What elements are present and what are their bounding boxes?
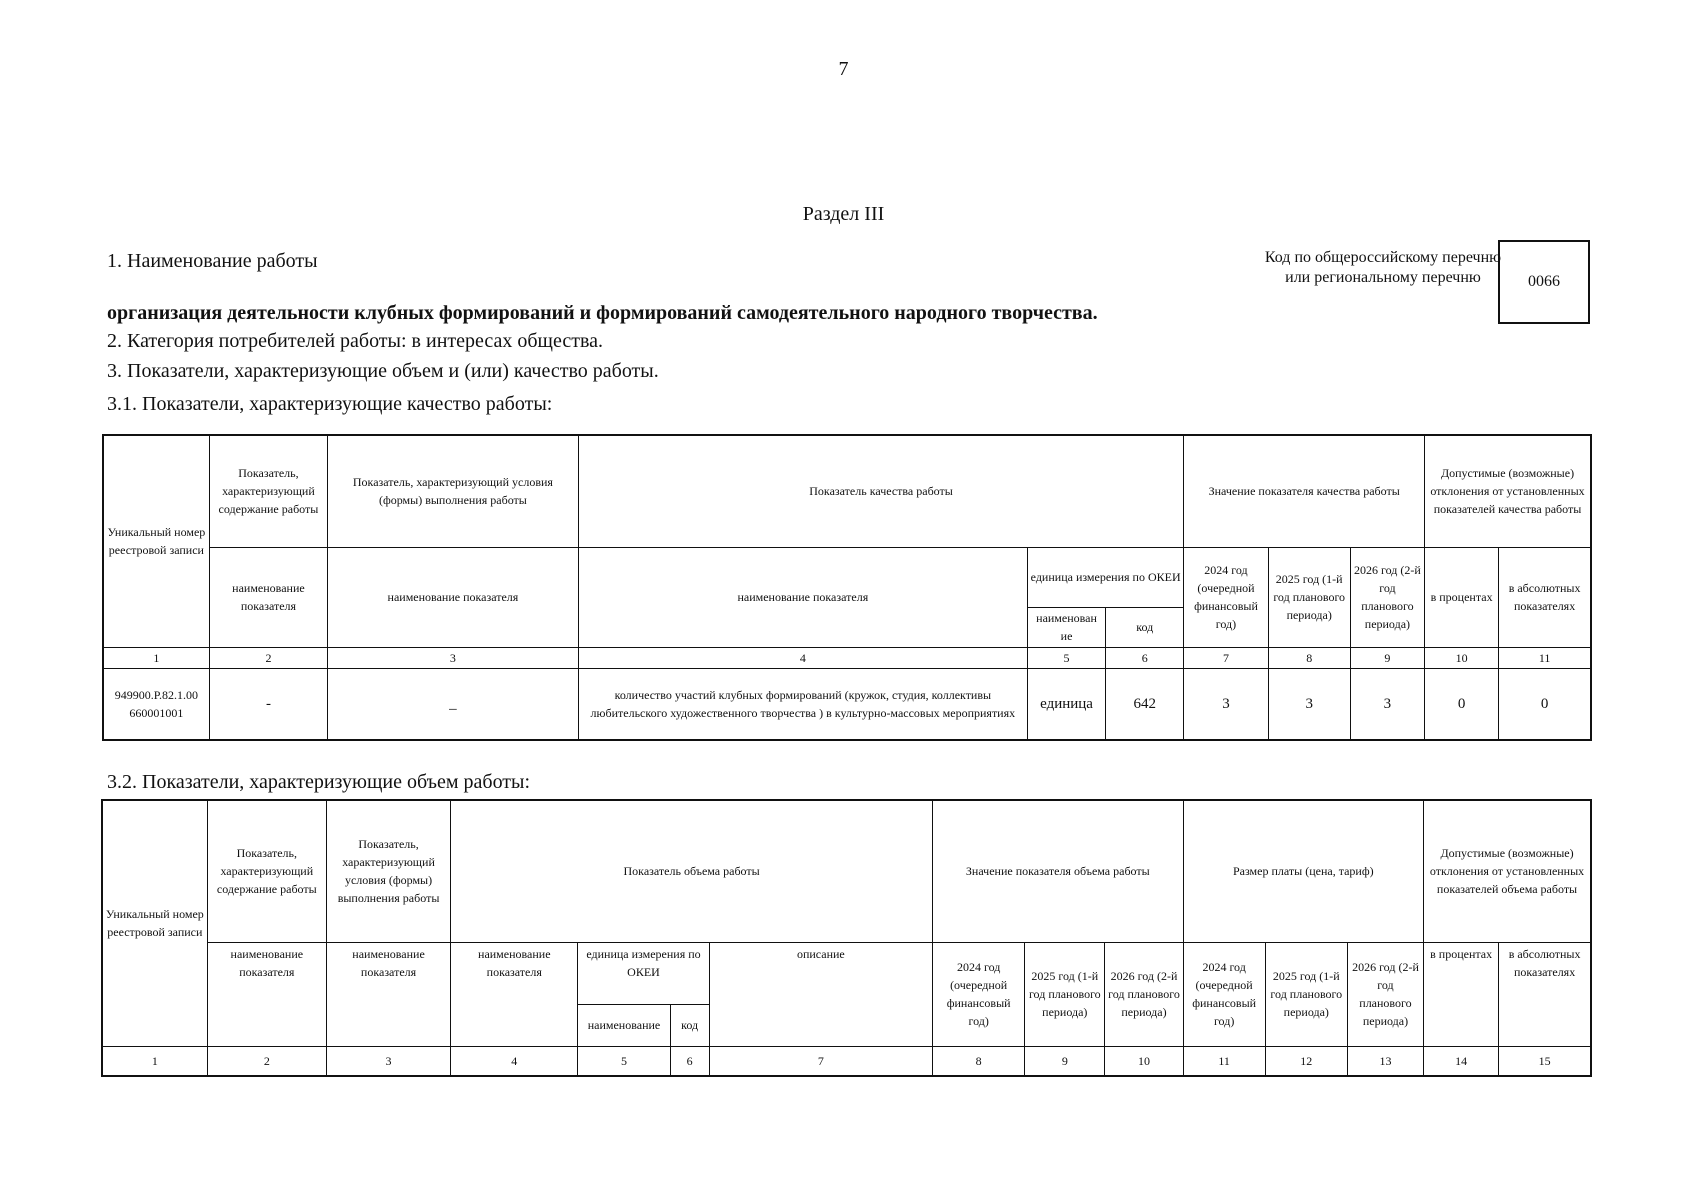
- t2-colnum: 14: [1424, 1046, 1499, 1076]
- t2-colnum: 9: [1025, 1046, 1105, 1076]
- t1-cell-y2025: 3: [1268, 668, 1350, 740]
- t2-colnum: 5: [578, 1046, 670, 1076]
- t2-header-price: Размер платы (цена, тариф): [1183, 800, 1423, 942]
- t1-header-content: Показатель, характеризующий содержание работы: [209, 435, 327, 547]
- t1-header-deviation: Допустимые (возможные) отклонения от установленных показателей качества работы: [1425, 435, 1592, 547]
- t1-header-name3: наименование показателя: [328, 547, 579, 647]
- t2-header-conditions: Показатель, характеризующий условия (формы) выполнения работы: [326, 800, 450, 942]
- t1-header-name2: наименование показателя: [209, 547, 327, 647]
- t2-colnum: 12: [1265, 1046, 1347, 1076]
- t1-header-percent: в процентах: [1425, 547, 1499, 647]
- t2-header-value: Значение показателя объема работы: [933, 800, 1184, 942]
- t2-header-name2: наименование показателя: [207, 942, 326, 1046]
- t1-cell-unit-code: 642: [1106, 668, 1184, 740]
- t2-colnum: 2: [207, 1046, 326, 1076]
- volume-table: [101, 799, 1592, 1077]
- t2-colnum: 13: [1347, 1046, 1423, 1076]
- t1-header-quality: Показатель качества работы: [578, 435, 1184, 547]
- t2-header-unique: Уникальный номер реестровой записи: [102, 800, 207, 1046]
- table-row: [103, 668, 1591, 740]
- t1-header-y2025: 2025 год (1-й год планового периода): [1268, 547, 1350, 647]
- t2-colnum: 6: [670, 1046, 709, 1076]
- quality-indicators-heading: 3.1. Показатели, характеризующие качество работы:: [107, 393, 553, 415]
- t2-header-v2024: 2024 год (очередной финансовый год): [933, 942, 1025, 1046]
- t1-cell-y2024: 3: [1184, 668, 1268, 740]
- t1-cell-y2026: 3: [1350, 668, 1424, 740]
- t1-colnum: 7: [1184, 647, 1268, 668]
- t1-cell-indicator: количество участий клубных формирований (кружок, студия, коллективы любительского художественного творчества ) в культурно-массовых мероприятиях: [578, 668, 1027, 740]
- t2-colnum: 10: [1105, 1046, 1183, 1076]
- t2-colnum: 7: [709, 1046, 932, 1076]
- t1-header-unit-name: наименован ие: [1027, 607, 1105, 647]
- section-title: Раздел III: [802, 203, 885, 225]
- t2-header-p2026: 2026 год (2-й год планового периода): [1347, 942, 1423, 1046]
- t1-header-unit: единица измерения по ОКЕИ: [1027, 547, 1183, 607]
- t1-colnum: 1: [103, 647, 209, 668]
- work-name-label: 1. Наименование работы: [107, 250, 318, 272]
- t2-header-content: Показатель, характеризующий содержание работы: [207, 800, 326, 942]
- t1-colnum: 8: [1268, 647, 1350, 668]
- t1-colnum: 5: [1027, 647, 1105, 668]
- t2-header-p2024: 2024 год (очередной финансовый год): [1183, 942, 1265, 1046]
- t2-header-unit-code: код: [670, 1004, 709, 1046]
- t1-cell-percent: 0: [1425, 668, 1499, 740]
- page-number: 7: [838, 58, 849, 80]
- t2-header-description: описание: [709, 942, 932, 1046]
- t1-cell-content: -: [209, 668, 327, 740]
- t1-cell-absolute: 0: [1499, 668, 1591, 740]
- t2-colnum: 4: [451, 1046, 578, 1076]
- t1-cell-unique: 949900.Р.82.1.00 660001001: [103, 668, 209, 740]
- consumer-category: 2. Категория потребителей работы: в интересах общества.: [107, 330, 604, 352]
- quality-table: [102, 434, 1592, 741]
- t2-header-name4: наименование показателя: [451, 942, 578, 1046]
- volume-indicators-heading: 3.2. Показатели, характеризующие объем работы:: [107, 771, 531, 793]
- t2-header-p2025: 2025 год (1-й год планового периода): [1265, 942, 1347, 1046]
- code-value: 0066: [1528, 273, 1560, 290]
- t2-colnum: 11: [1183, 1046, 1265, 1076]
- indicators-heading: 3. Показатели, характеризующие объем и (или) качество работы.: [107, 360, 659, 382]
- t1-header-y2024: 2024 год (очередной финансовый год): [1184, 547, 1268, 647]
- t1-colnum: 11: [1499, 647, 1591, 668]
- t1-cell-conditions: _: [328, 668, 579, 740]
- t2-colnum: 1: [102, 1046, 207, 1076]
- t2-header-v2026: 2026 год (2-й год планового периода): [1105, 942, 1183, 1046]
- t1-header-y2026: 2026 год (2-й год планового периода): [1350, 547, 1424, 647]
- t1-header-absolute: в абсолютных показателях: [1499, 547, 1591, 647]
- t1-colnum: 9: [1350, 647, 1424, 668]
- t2-header-unit: единица измерения по ОКЕИ: [578, 942, 709, 1004]
- work-name-value: организация деятельности клубных формирований и формирований самодеятельного народного творчества.: [107, 302, 1098, 324]
- t1-colnum: 6: [1106, 647, 1184, 668]
- t2-header-percent: в процентах: [1424, 942, 1499, 1046]
- t2-header-deviation: Допустимые (возможные) отклонения от установленных показателей объема работы: [1424, 800, 1591, 942]
- t1-colnum: 3: [328, 647, 579, 668]
- t2-header-absolute: в абсолютных показателях: [1499, 942, 1591, 1046]
- t1-colnum: 2: [209, 647, 327, 668]
- t2-colnum: 15: [1499, 1046, 1591, 1076]
- t1-cell-unit-name: единица: [1027, 668, 1105, 740]
- t1-colnum: 4: [578, 647, 1027, 668]
- t2-header-unit-name: наименование: [578, 1004, 670, 1046]
- t2-colnum: 8: [933, 1046, 1025, 1076]
- t2-colnum: 3: [326, 1046, 450, 1076]
- t1-header-conditions: Показатель, характеризующий условия (формы) выполнения работы: [328, 435, 579, 547]
- code-label: Код по общероссийскому перечню или региональному перечню: [1264, 249, 1502, 286]
- t2-header-v2025: 2025 год (1-й год планового периода): [1025, 942, 1105, 1046]
- t2-header-volume: Показатель объема работы: [451, 800, 933, 942]
- t1-header-unique: Уникальный номер реестровой записи: [103, 435, 209, 647]
- t1-colnum: 10: [1425, 647, 1499, 668]
- t1-header-name4: наименование показателя: [578, 547, 1027, 647]
- t2-header-name3: наименование показателя: [326, 942, 450, 1046]
- t1-header-unit-code: код: [1106, 607, 1184, 647]
- t1-header-value: Значение показателя качества работы: [1184, 435, 1425, 547]
- code-box: [1498, 240, 1590, 324]
